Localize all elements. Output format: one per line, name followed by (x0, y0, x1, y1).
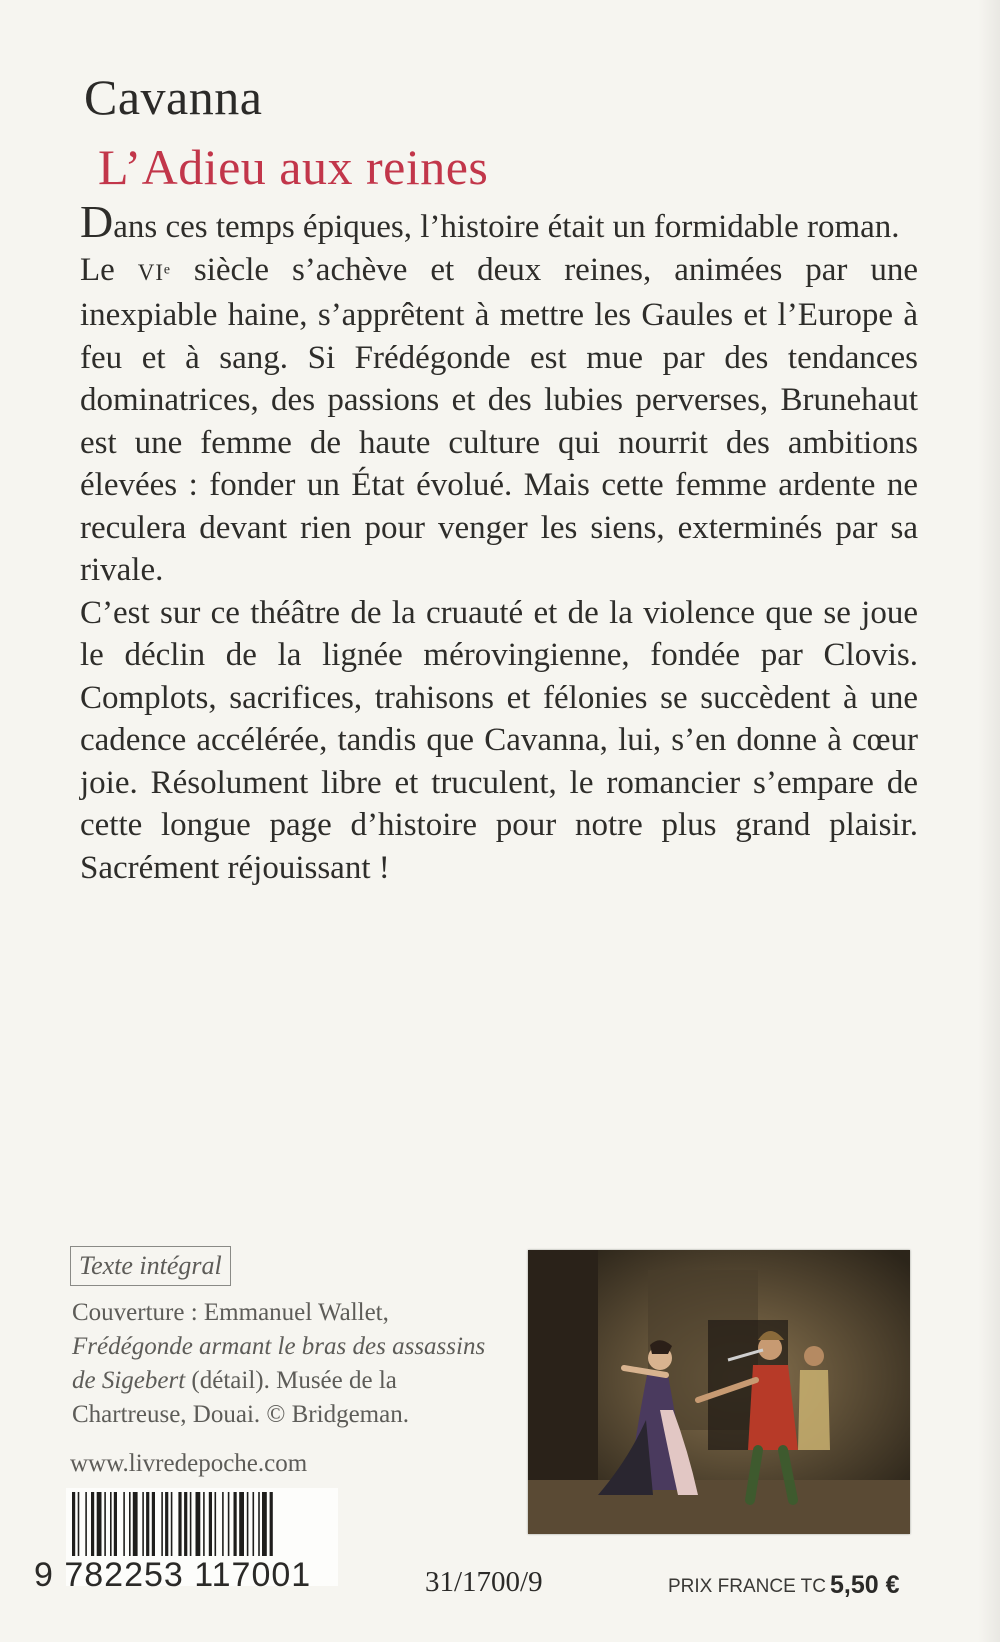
painting-title: Frédégonde armant le bras des assassins de Sigebert (72, 1333, 486, 1394)
painting-image-icon (528, 1250, 910, 1534)
blurb-paragraph-1 (80, 196, 918, 249)
credits-line-1: Couverture : Emmanuel Wallet, (72, 1299, 389, 1326)
blurb-paragraph-2 (80, 249, 918, 592)
blurb-text (80, 196, 918, 889)
author-name: Cavanna (84, 69, 263, 125)
page-edge-shadow (978, 0, 1000, 1642)
blurb-p2-start: Le (80, 251, 138, 288)
cover-credits (72, 1296, 512, 1432)
isbn-number: 9 782253 117001 (34, 1556, 312, 1594)
century-numeral: VIᵉ (137, 259, 171, 285)
blurb-paragraph-3: C’est sur ce théâtre de la cruauté et de la violence que se joue le déclin de la lignée mérovingienne, fondée par Clovis. Complots, sacrifices, trahisons et félonies se succèdent à une cadence accélérée, tandis que Cavanna, lui, s’en donne à cœur joie. Résolument libre et truculent, le romancier s’empare de cette longue page d’histoire pour notre plus grand plaisir. Sacrément réjouissant ! (80, 594, 918, 886)
drop-cap: D (80, 196, 114, 247)
blurb-p1-text: ans ces temps épiques, l’histoire était un formidable roman. (113, 209, 900, 245)
publisher-website: www.livredepoche.com (70, 1450, 308, 1477)
book-title: L’Adieu aux reines (98, 139, 489, 195)
cover-painting (528, 1250, 910, 1534)
credits-rest: (détail). Musée de la Chartreuse, Douai. © Bridgeman. (72, 1367, 409, 1428)
blurb-p2-text: siècle s’achève et deux reines, animées par une inexpiable haine, s’apprêtent à mettre les Gaules et l’Europe à feu et à sang. Si Frédégonde est mue par des tendances dominatrices, des passions et des lubies perverses, Brunehaut est une femme de haute culture qui nourrit des ambitions élevées : fonder un État évolué. Mais cette femme ardente ne reculera devant rien pour venger les siens, exterminés par sa rivale. (80, 251, 918, 588)
texte-integral-badge: Texte intégral (70, 1246, 231, 1286)
price-label: PRIX FRANCE TC (668, 1576, 827, 1597)
catalog-code: 31/1700/9 (425, 1566, 543, 1598)
price-value: 5,50 € (830, 1571, 900, 1599)
credits-line-2 (72, 1330, 512, 1432)
